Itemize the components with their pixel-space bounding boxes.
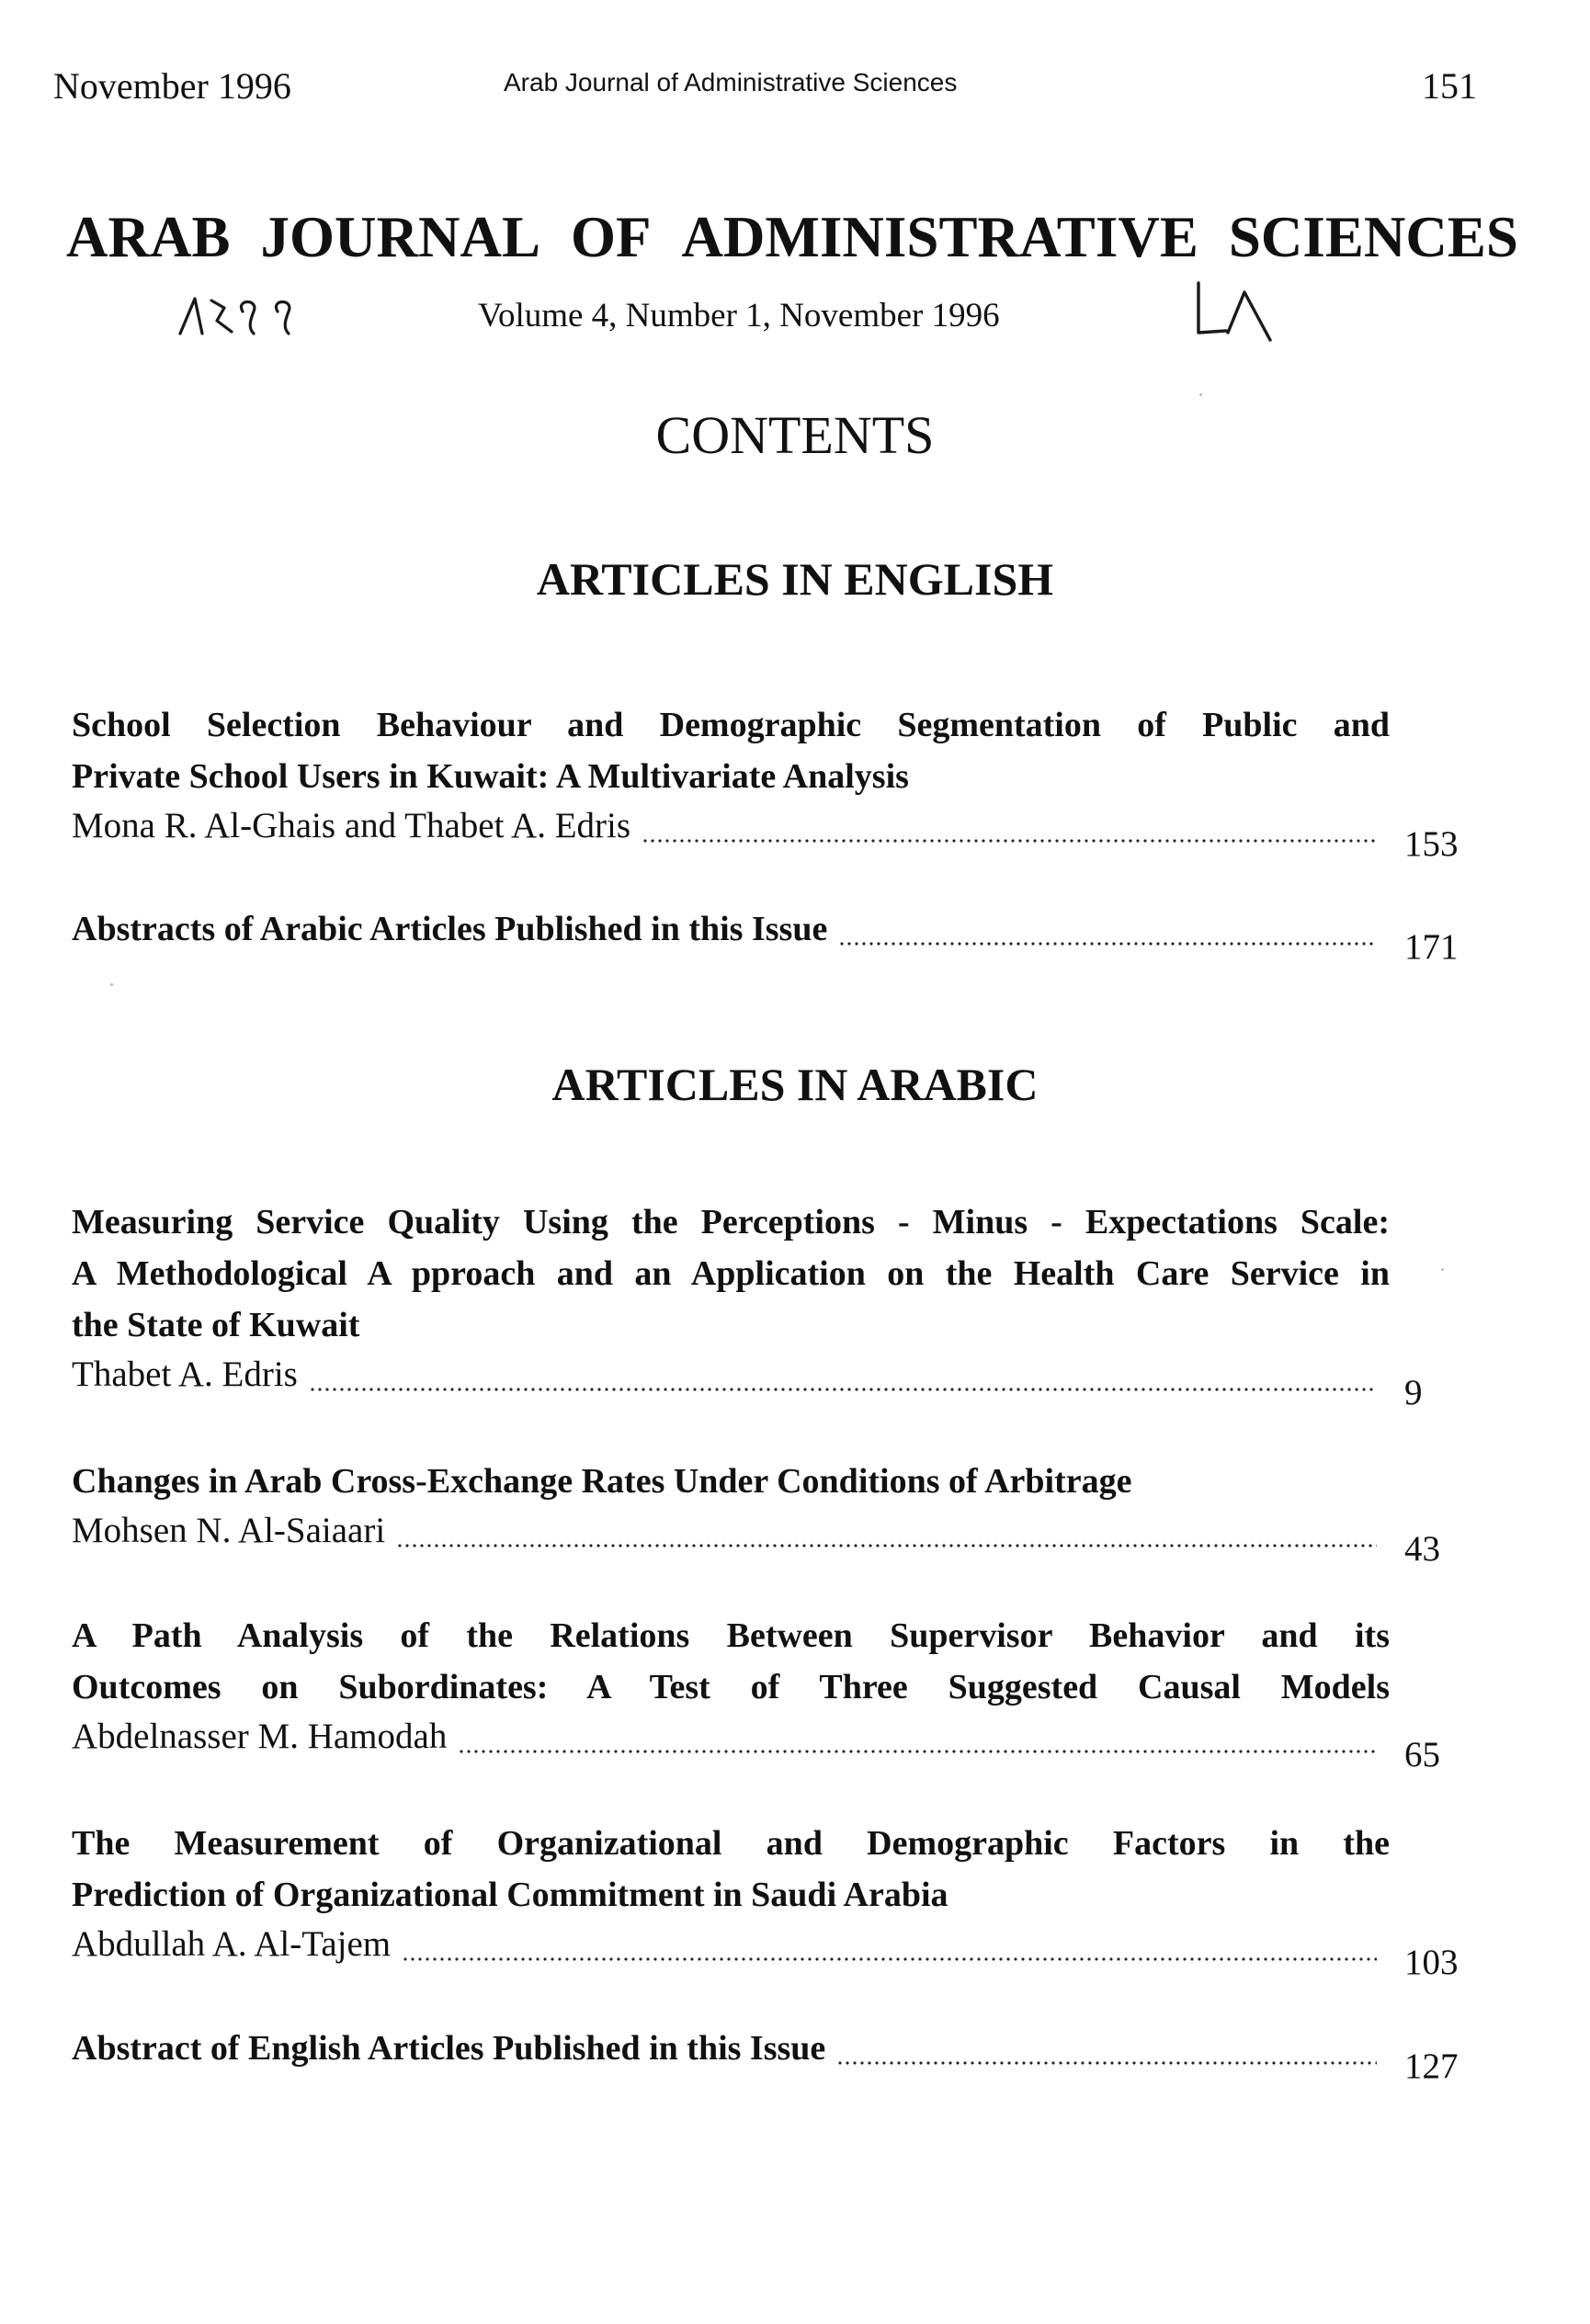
dot-leader [396,1507,1377,1555]
entry-title: Abstract of English Articles Published in this Issue [72,2029,826,2068]
entry-author-row [72,802,1461,864]
entry-title-line: School Selection Behaviour and Demographic Segmentation of Public and [72,706,1390,744]
entry-title-line: A Path Analysis of the Relations Between Supervisor Behavior and its [72,1616,1390,1655]
entry-page-number: 127 [1404,2046,1459,2086]
entry-title-line: Private School Users in Kuwait: A Multivariate Analysis [72,757,909,796]
dot-leader [458,1713,1377,1761]
entry-page-number: 103 [1404,1943,1459,1982]
toc-entry [72,1818,1461,1982]
entry-authors: Mona R. Al-Ghais and Thabet A. Edris [72,806,631,845]
entry-title-line: Measuring Service Quality Using the Perceptions - Minus - Expectations Scale: [72,1203,1390,1241]
entry-author-row [72,2024,1461,2086]
journal-title [66,205,1518,269]
entry-page-number: 153 [1404,824,1459,864]
journal-title-word: JOURNAL [260,205,540,269]
entry-authors: Thabet A. Edris [72,1355,298,1394]
entry-title-line: A Methodological A pproach and an Application on the Health Care Service in [72,1254,1390,1293]
entry-title: Abstracts of Arabic Articles Published in this Issue [72,910,828,948]
journal-title-word: SCIENCES [1228,205,1518,269]
scan-speck [1199,393,1202,396]
entry-page-number: 9 [1404,1373,1423,1412]
entry-title-line: The Measurement of Organizational and Demographic Factors in the [72,1824,1390,1863]
entry-title-line: Prediction of Organizational Commitment in Saudi Arabia [72,1876,948,1914]
journal-title-word: ARAB [66,205,231,269]
dot-leader [309,1351,1377,1399]
entry-author-row [72,905,1461,967]
section-heading-arabic: ARTICLES IN ARABIC [551,1059,1039,1110]
entry-page-number: 43 [1404,1529,1440,1569]
dot-leader [402,1921,1377,1968]
entry-page-number: 171 [1404,927,1459,967]
entry-authors: Abdelnasser M. Hamodah [72,1717,448,1756]
scan-speck [1441,1268,1444,1271]
running-header-journal: Arab Journal of Administrative Sciences [504,68,958,96]
dot-leader [642,802,1377,850]
running-header-page-number: 151 [1422,65,1477,107]
entry-title-line: the State of Kuwait [72,1306,360,1344]
toc-entry [72,1610,1461,1772]
section-heading-english: ARTICLES IN ENGLISH [536,553,1054,605]
toc-entry [72,905,1461,967]
journal-title-word: ADMINISTRATIVE [681,205,1198,269]
entry-authors: Mohsen N. Al-Saiaari [72,1511,386,1550]
entry-title-line: Outcomes on Subordinates: A Test of Three Suggested Causal Models [72,1668,1390,1706]
dot-leader [836,2024,1377,2072]
entry-author-row [72,1507,1461,1569]
running-header-date: November 1996 [53,65,291,107]
scan-speck [110,983,113,986]
volume-line: Volume 4, Number 1, November 1996 [478,297,1000,334]
journal-title-word: OF [570,205,652,269]
handwritten-annotation-right [1186,276,1296,349]
handwritten-annotation-left [175,280,358,345]
entry-author-row [72,1351,1461,1410]
dot-leader [838,905,1377,953]
toc-entry [72,1196,1461,1410]
toc-entry [72,1456,1461,1569]
toc-entry [72,699,1461,864]
entry-page-number: 65 [1404,1735,1440,1774]
entry-title-line: Changes in Arab Cross-Exchange Rates Under Conditions of Arbitrage [72,1462,1132,1501]
entry-author-row [72,1713,1461,1772]
contents-heading: CONTENTS [655,405,935,465]
entry-authors: Abdullah A. Al-Tajem [72,1924,392,1964]
entry-author-row [72,1921,1461,1982]
toc-entry [72,2024,1461,2086]
